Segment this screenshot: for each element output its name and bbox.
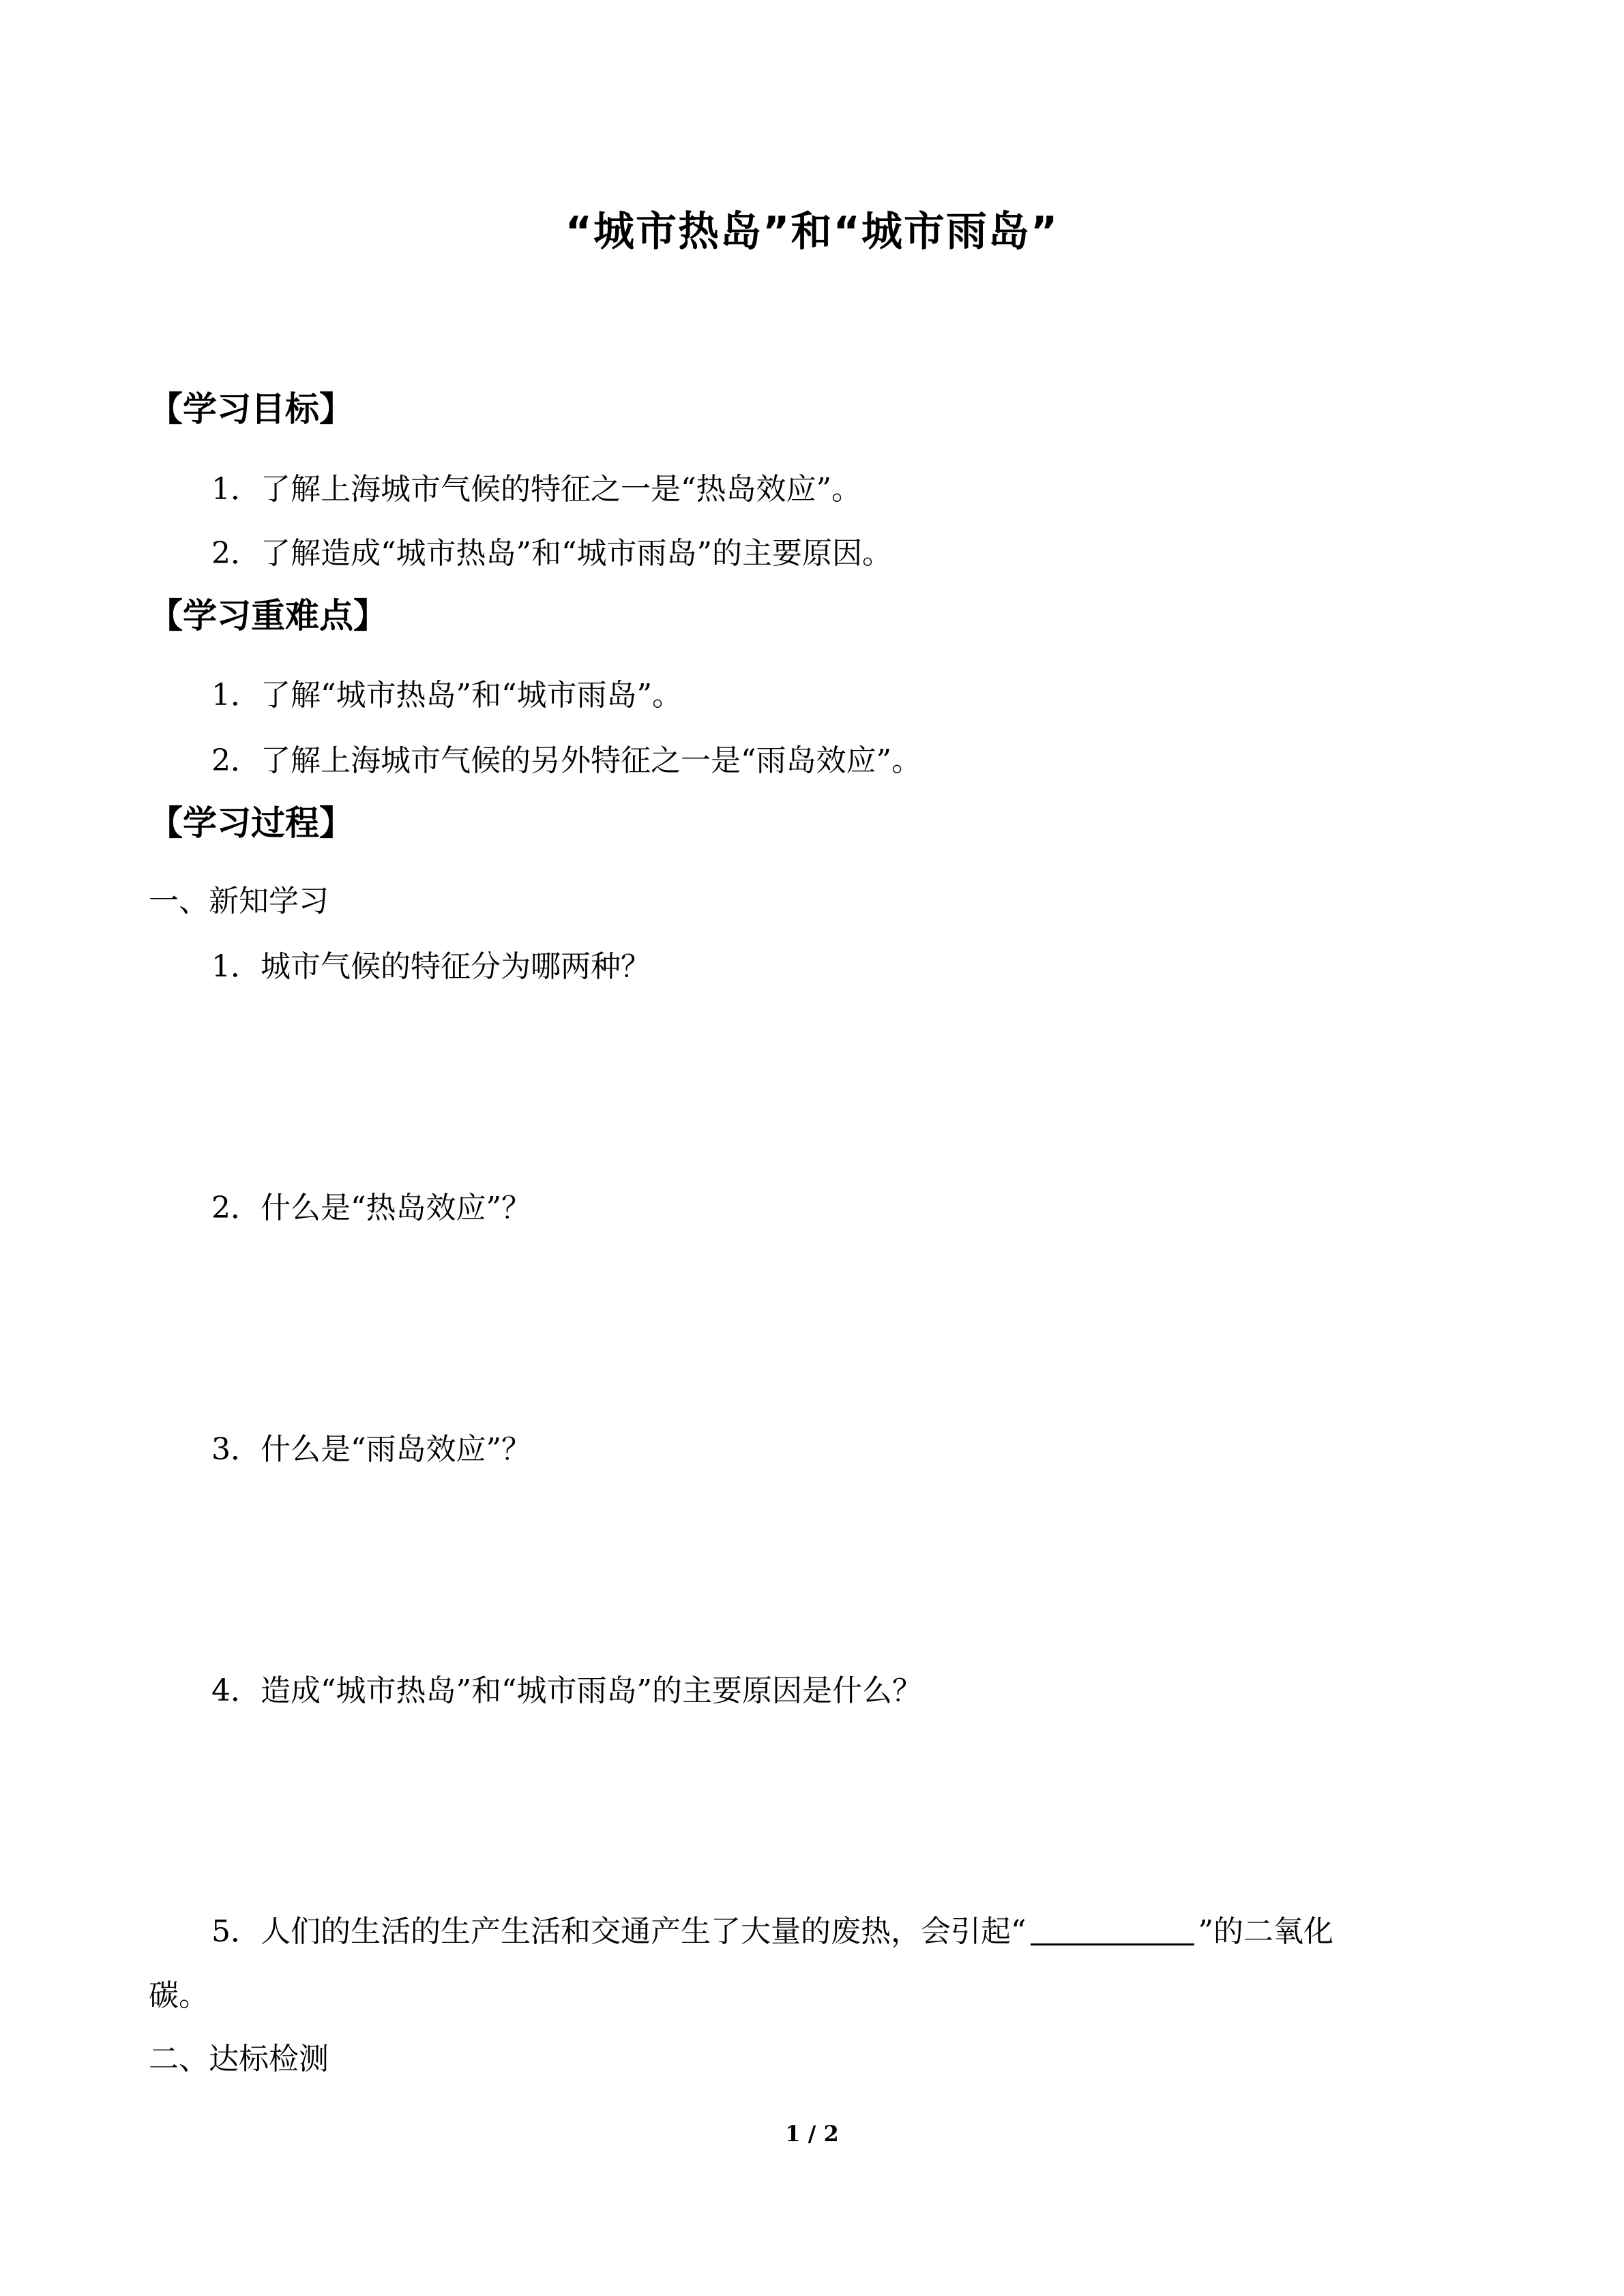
question-1: 1．城市气候的特征分为哪两种？	[211, 949, 651, 984]
key-point-item-2: 2．了解上海城市气候的另外特征之一是“雨岛效应”。	[211, 743, 921, 778]
question-2: 2．什么是“热岛效应”？	[211, 1191, 531, 1225]
question-5	[211, 1911, 1333, 1952]
question-5-text-before: 5．人们的生活的生产生活和交通产生了大量的废热，会引起“	[211, 1914, 1027, 1949]
key-point-item-1: 1．了解“城市热岛”和“城市雨岛”。	[211, 678, 682, 713]
question-5-continuation: 碳。	[149, 1978, 209, 2013]
part-heading-new-learning: 一、新知学习	[149, 884, 329, 919]
page-title: “城市热岛”和“城市雨岛”	[565, 208, 1059, 256]
question-3: 3．什么是“雨岛效应”？	[211, 1432, 531, 1467]
part-heading-assessment: 二、达标检测	[149, 2042, 329, 2076]
question-4: 4．造成“城市热岛”和“城市雨岛”的主要原因是什么？	[211, 1673, 922, 1708]
goal-item-1: 1．了解上海城市气候的特征之一是“热岛效应”。	[211, 472, 861, 507]
page-number: 1 / 2	[785, 2121, 839, 2147]
fill-in-blank[interactable]	[1031, 1912, 1194, 1945]
section-heading-goals: 【学习目标】	[149, 389, 353, 429]
section-heading-key-points: 【学习重难点】	[149, 596, 387, 636]
question-5-text-after: ”的二氧化	[1198, 1914, 1333, 1949]
section-heading-process: 【学习过程】	[149, 803, 353, 843]
goal-item-2: 2．了解造成“城市热岛”和“城市雨岛”的主要原因。	[211, 536, 892, 571]
